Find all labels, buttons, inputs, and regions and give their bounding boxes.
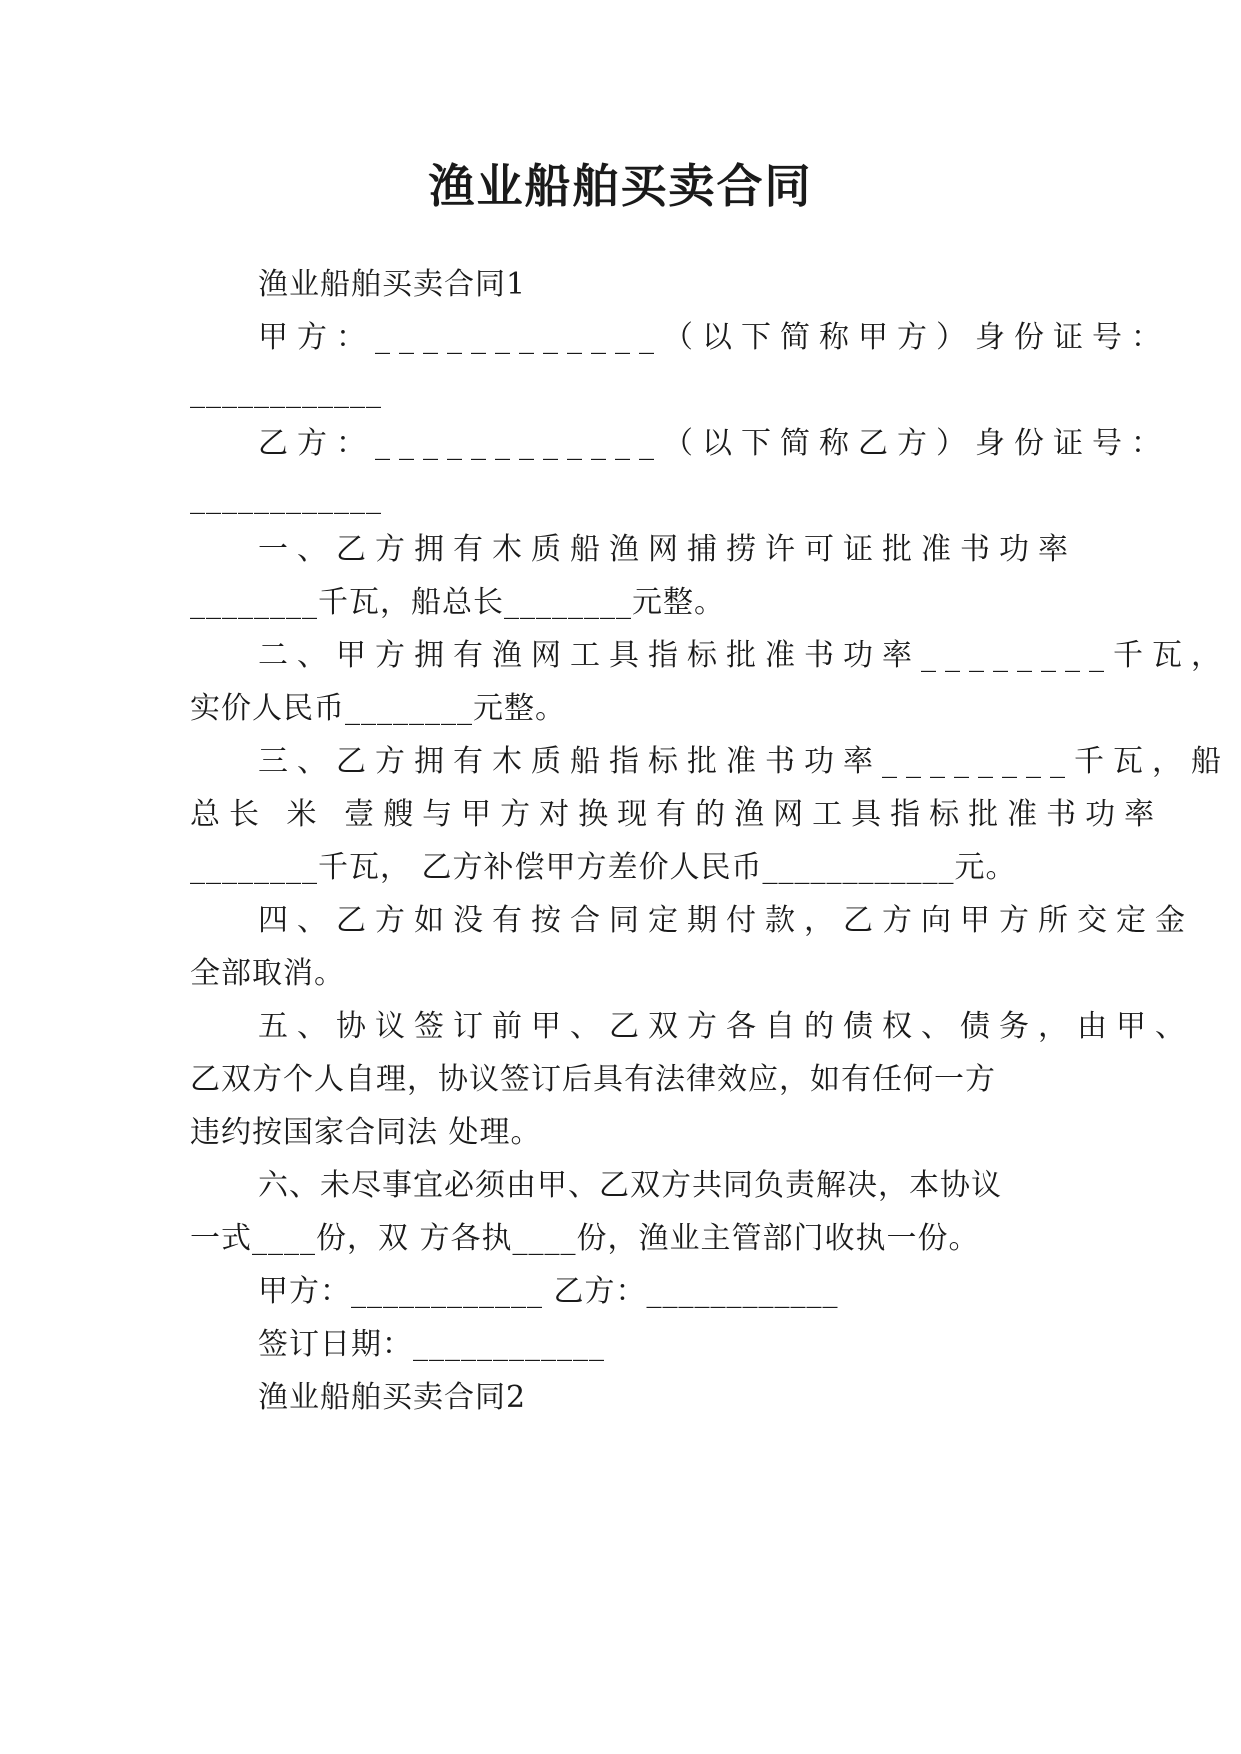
clause-5-line-1: 五、协议签订前甲、乙双方各自的债权、债务，由甲、 [258,1009,1194,1044]
party-b-line: 乙方：____________（以下简称乙方）身份证号： [258,426,1170,461]
clause-3-line-1: 三、乙方拥有木质船指标批准书功率________千瓦，船 [258,744,1230,779]
party-b-id-blank: ____________ [190,480,382,515]
party-a-id-blank: ____________ [190,374,382,409]
section-1-heading: 渔业船舶买卖合同1 [258,267,527,302]
clause-5-line-2: 乙双方个人自理，协议签订后具有法律效应，如有任何一方 [190,1062,996,1097]
clause-4-line-1: 四、乙方如没有按合同定期付款，乙方向甲方所交定金 [258,903,1194,938]
clause-6-line-2: 一式____份，双 方各执____份，渔业主管部门收执一份。 [190,1221,980,1256]
clause-3-line-2: 总长 米 壹艘与甲方对换现有的渔网工具指标批准书功率 [190,797,1164,832]
signing-date-line: 签订日期：____________ [258,1327,605,1362]
clause-1-line-2: ________千瓦，船总长________元整。 [190,585,725,620]
clause-1-line-1: 一、乙方拥有木质船渔网捕捞许可证批准书功率 [258,532,1077,567]
clause-2-line-2: 实价人民币________元整。 [190,691,566,726]
section-2-heading: 渔业船舶买卖合同2 [258,1380,527,1415]
party-a-line: 甲方：____________（以下简称甲方）身份证号： [258,320,1170,355]
clause-4-line-2: 全部取消。 [190,956,345,991]
signature-line: 甲方：____________ 乙方：____________ [258,1274,839,1309]
clause-6-line-1: 六、未尽事宜必须由甲、乙双方共同负责解决，本协议 [258,1168,1002,1203]
clause-3-line-3: ________千瓦， 乙方补偿甲方差价人民币____________元。 [190,850,1017,885]
document-title: 渔业船舶买卖合同 [428,159,813,213]
clause-5-line-3: 违约按国家合同法 处理。 [190,1115,542,1150]
clause-2-line-1: 二、甲方拥有渔网工具指标批准书功率________千瓦， [258,638,1230,673]
